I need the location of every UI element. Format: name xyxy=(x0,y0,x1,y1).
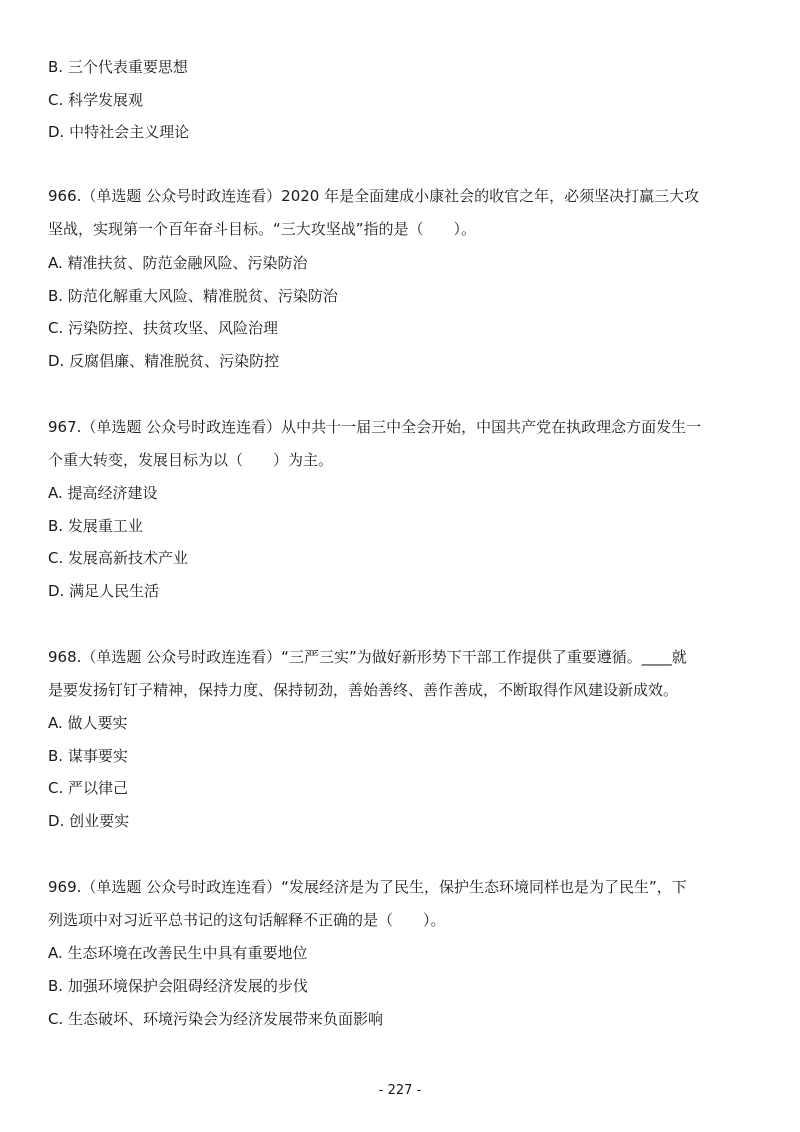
option-line: A. 精准扶贫、防范金融风险、污染防治 xyxy=(48,254,308,272)
option-line: D. 反腐倡廉、精准脱贫、污染防控 xyxy=(48,352,280,370)
question-stem-line: 列选项中对习近平总书记的这句话解释不正确的是（ ）。 xyxy=(48,911,446,929)
option-line: B. 谋事要实 xyxy=(48,747,128,765)
question-stem-line: 969.（单选题 公众号时政连连看）“发展经济是为了民生，保护生态环境同样也是为了民生”，下 xyxy=(48,878,687,896)
option-line: A. 提高经济建设 xyxy=(48,484,158,502)
question-stem-line: 968.（单选题 公众号时政连连看）“三严三实”为做好新形势下干部工作提供了重要遵循。____就 xyxy=(48,648,687,666)
option-line: C. 发展高新技术产业 xyxy=(48,549,189,567)
option-line: B. 发展重工业 xyxy=(48,517,143,535)
question-stem-line: 坚战，实现第一个百年奋斗目标。“三大攻坚战”指的是（ ）。 xyxy=(48,220,477,238)
option-line: B. 防范化解重大风险、精准脱贫、污染防治 xyxy=(48,287,338,305)
option-line: B. 三个代表重要思想 xyxy=(48,58,188,76)
option-line: C. 生态破坏、环境污染会为经济发展带来负面影响 xyxy=(48,1010,384,1028)
option-line: C. 严以律己 xyxy=(48,779,129,797)
option-line: D. 创业要实 xyxy=(48,812,130,830)
question-stem-line: 967.（单选题 公众号时政连连看）从中共十一届三中全会开始，中国共产党在执政理念方面发生一 xyxy=(48,418,702,436)
question-stem-line: 是要发扬钉钉子精神，保持力度、保持韧劲，善始善终、善作善成，不断取得作风建设新成效。 xyxy=(48,681,679,699)
option-line: A. 生态环境在改善民生中具有重要地位 xyxy=(48,944,308,962)
option-line: C. 科学发展观 xyxy=(48,91,144,109)
option-line: A. 做人要实 xyxy=(48,714,128,732)
question-stem-line: 966.（单选题 公众号时政连连看）2020 年是全面建成小康社会的收官之年，必须坚决打赢三大攻 xyxy=(48,187,700,205)
page-number: - 227 - xyxy=(378,1083,422,1098)
option-line: B. 加强环境保护会阻碍经济发展的步伐 xyxy=(48,977,308,995)
option-line: C. 污染防控、扶贫攻坚、风险治理 xyxy=(48,319,279,337)
option-line: D. 满足人民生活 xyxy=(48,582,160,600)
question-stem-line: 个重大转变，发展目标为以（ ）为主。 xyxy=(48,451,334,469)
option-line: D. 中特社会主义理论 xyxy=(48,123,190,141)
